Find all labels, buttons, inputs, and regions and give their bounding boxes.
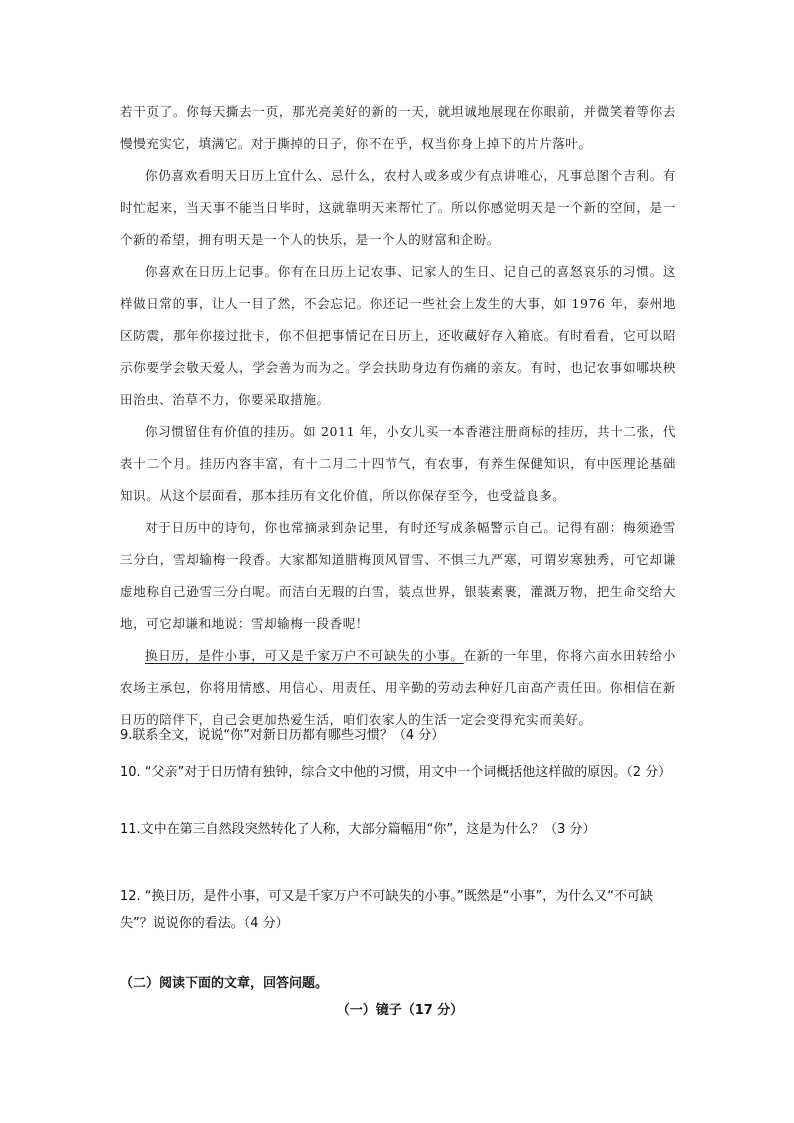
article-paragraph-1: 若干页了。你每天撕去一页，那光亮美好的新的一天，就坦诚地展现在你眼前，并微笑着等你去慢慢充实它，填满它。对于撕掉的日子，你不在乎，权当你身上掉下的片片落叶。 bbox=[120, 104, 676, 151]
article-paragraph-5: 对于日历中的诗句，你也常摘录到杂记里，有时还写成条幅警示自己。记得有副：梅须逊雪三分白，雪却输梅一段香。大家都知道腊梅顶风冒雪、不惧三九严寒，可谓岁寒独秀，可它却谦虚地称自己逊雪三分白呢。而洁白无瑕的白雪，装点世界，银装素裹，灌溉万物，把生命交给大地，可它却谦和地说：雪却输梅一段香呢！ bbox=[120, 520, 676, 631]
article-body bbox=[120, 96, 676, 736]
section-2-subtitle: （一）镜子（17 分） bbox=[336, 1003, 464, 1018]
section-2-heading: （二）阅读下面的文章，回答问题。 bbox=[120, 976, 329, 991]
question-11: 11.文中在第三自然段突然转化了人称，大部分篇幅用“你”，这是为什么？（3 分） bbox=[120, 822, 596, 837]
article-paragraph-2: 你仍喜欢看明天日历上宜什么、忌什么，农村人或多或少有点讲唯心，凡事总图个吉利。有时忙起来，当天事不能当日毕时，这就靠明天来帮忙了。所以你感觉明天是一个新的空间，是一个新的希望，拥有明天是一个人的快乐，是一个人的财富和企盼。 bbox=[120, 168, 676, 247]
question-9: 9.联系全文，说说“你”对新日历都有哪些习惯？（4 分） bbox=[120, 728, 445, 743]
article-paragraph-3: 你喜欢在日历上记事。你有在日历上记农事、记家人的生日、记自己的喜怒哀乐的习惯。这样做日常的事，让人一目了然，不会忘记。你还记一些社会上发生的大事，如 1976 年，泰州地区防震，那年你接过批卡，你不但把事情记在日历上，还收藏好存入箱底。有时看看，它可以昭示你要学会敬天爱人，学会善为而为之。学会扶助身边有伤痛的亲友。有时，也记农事如哪块秧田治虫、治草不力，你要采取措施。 bbox=[120, 264, 676, 407]
article-paragraph-6-rest: 在新的一年里，你将六亩水田转给小农场主承包，你将用情感、用信心、用责任、用辛勤的劳动去种好几亩高产责任田。你相信在新日历的陪伴下，自己会更加热爱生活，咱们农家人的生活一定会变得充实而美好。 bbox=[120, 648, 676, 727]
question-12: 12. “换日历，是件小事，可又是千家万户不可缺失的小事。”既然是“小事”，为什么又“不可缺失”？说说你的看法。（4 分） bbox=[120, 889, 653, 931]
question-10: 10. “父亲”对于日历情有独钟，综合文中他的习惯，用文中一个词概括他这样做的原因。（2 分） bbox=[120, 765, 672, 780]
article-paragraph-4: 你习惯留住有价值的挂历。如 2011 年，小女儿买一本香港注册商标的挂历，共十二张，代表十二个月。挂历内容丰富，有十二月二十四节气，有农事，有养生保健知识，有中医理论基础知识。从这个层面看，那本挂历有文化价值，所以你保存至今，也受益良多。 bbox=[120, 424, 676, 503]
underlined-key-sentence: 换日历，是件小事，可又是千家万户不可缺失的小事。 bbox=[145, 648, 464, 663]
